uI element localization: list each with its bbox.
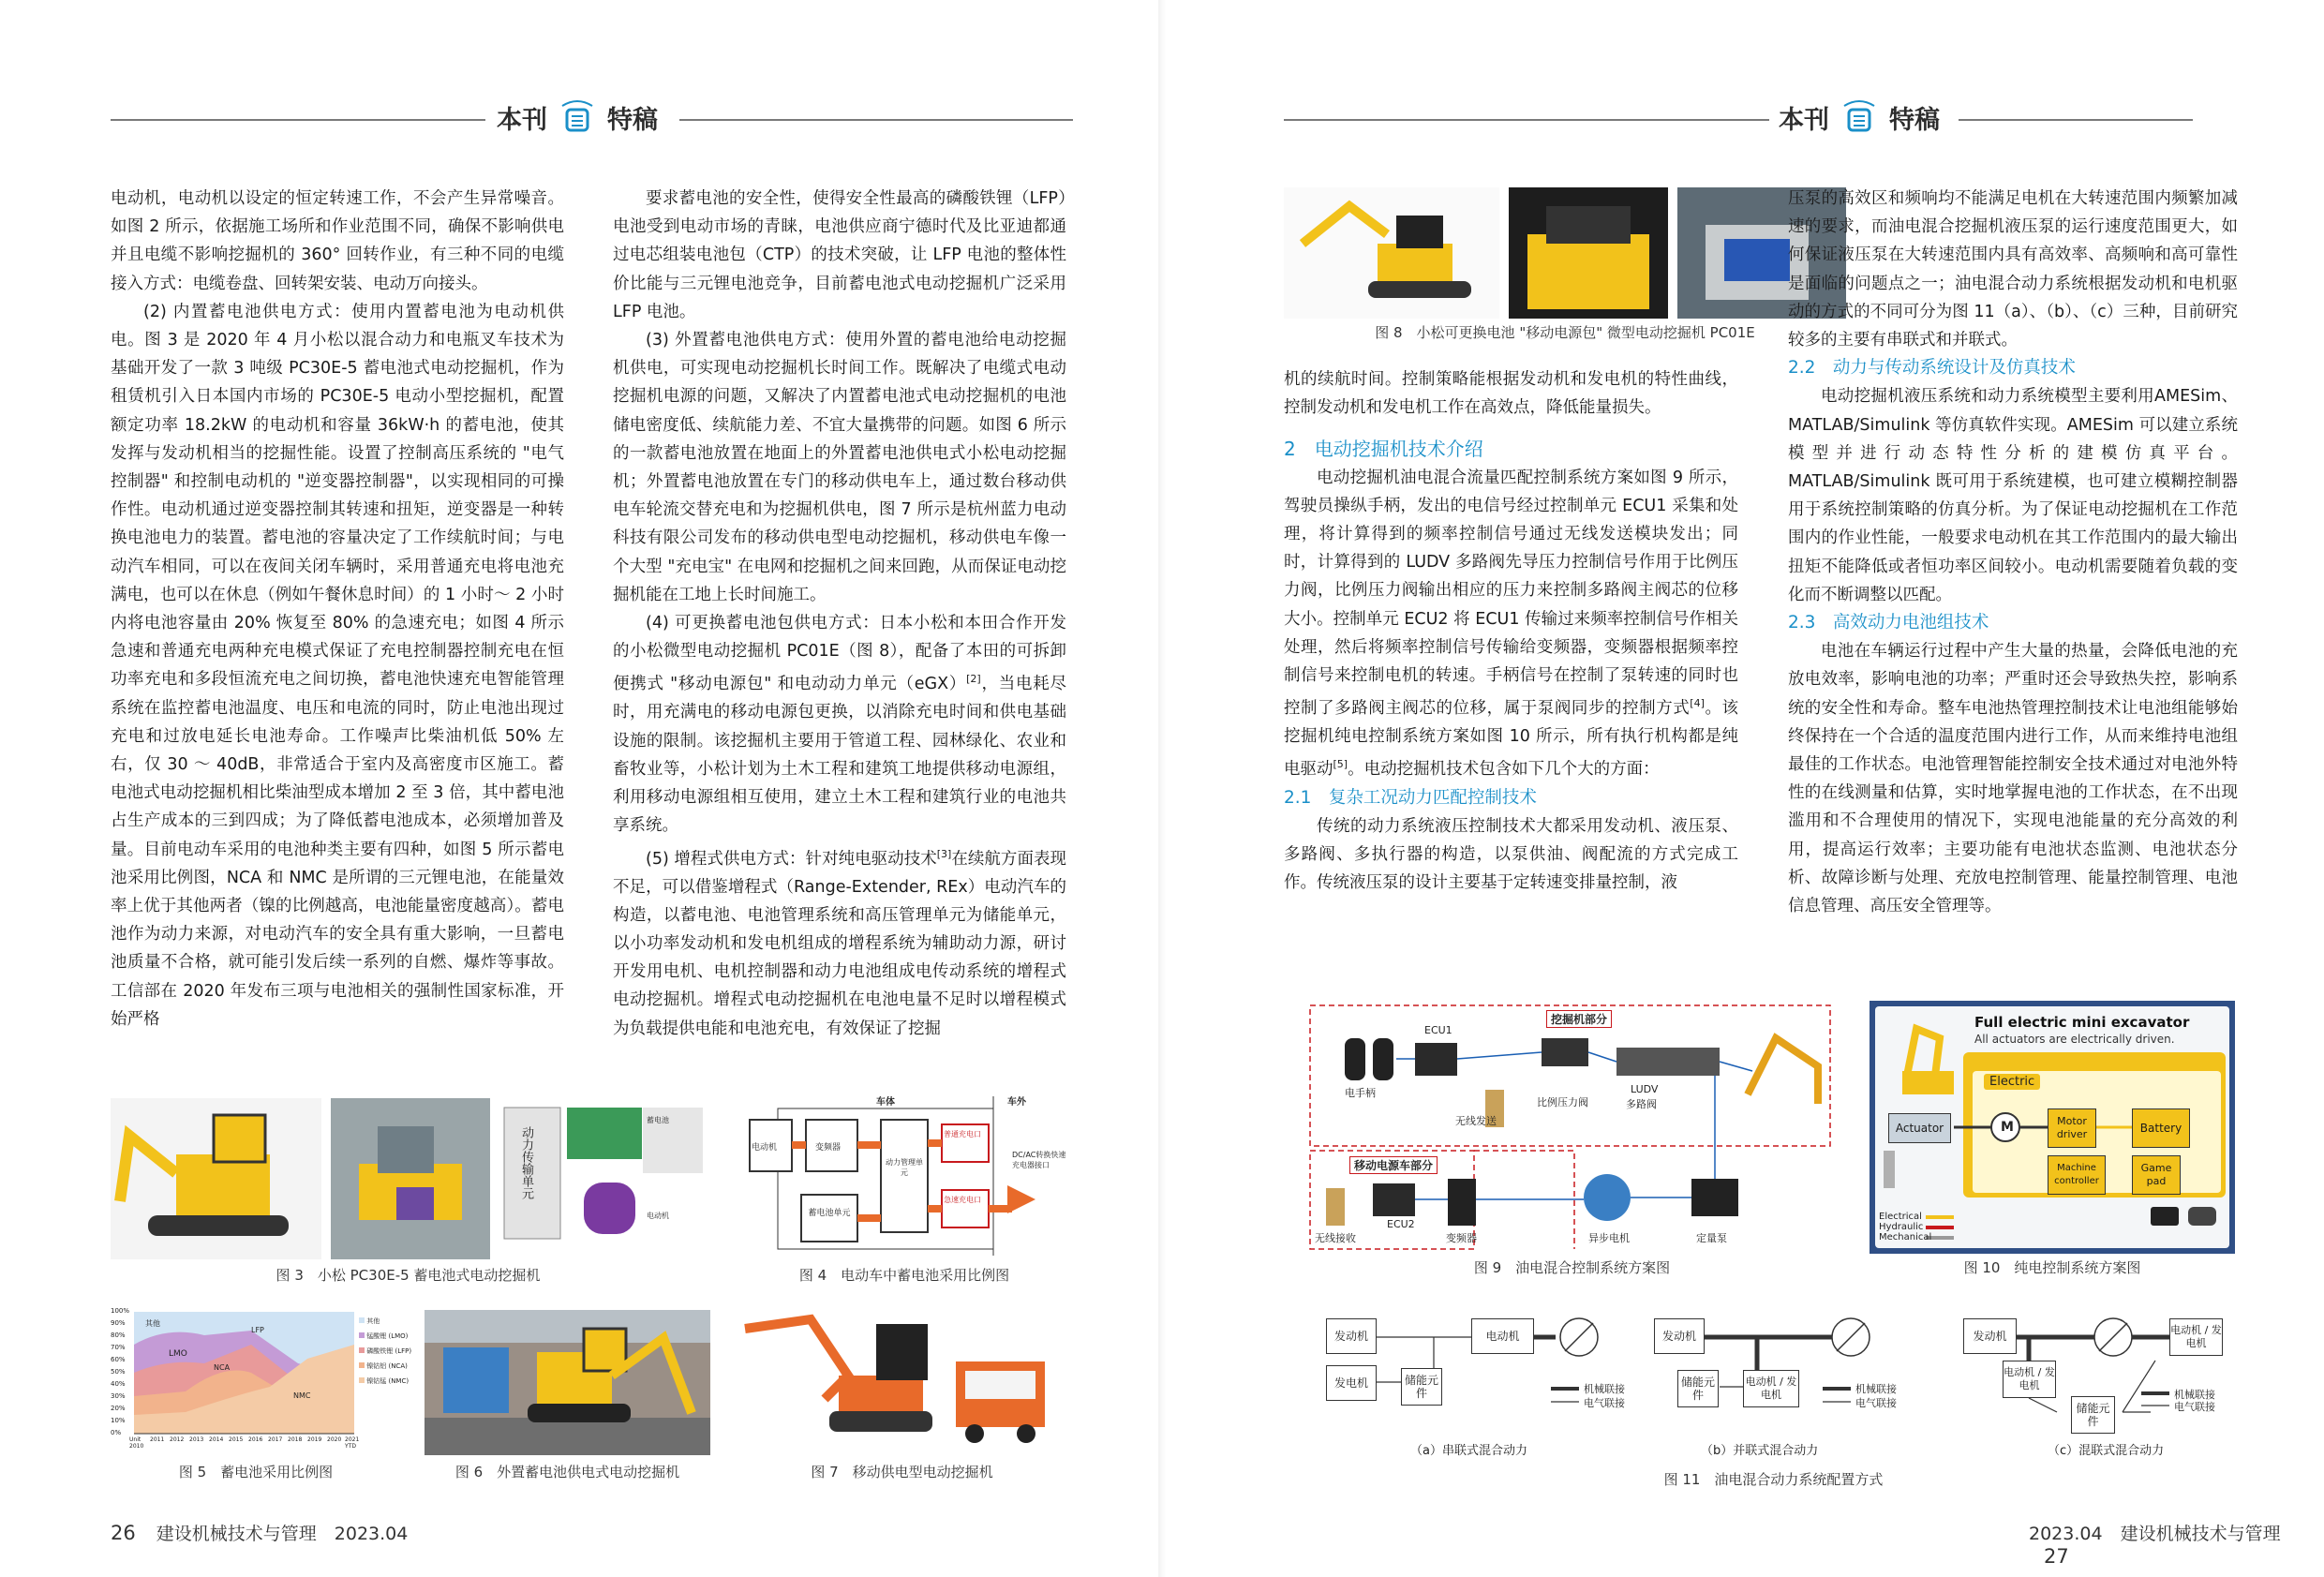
right-page (1162, 0, 2324, 1577)
fig3-label-a: 蓄电池 (647, 1116, 669, 1124)
paragraph: (2) 内置蓄电池供电方式：使用内置蓄电池为电动机供电。图 3 是 2020 年 4 月小松以混合动力和电瓶叉车技术为基础开发了一款 3 吨级 PC30E-5 蓄电池式电动挖掘机，作为租赁机引入日本国内市场的 PC30E-5 电动小型挖掘机，配置额定功率 18.2kW 的电动机和容量 36kW·h 的蓄电池，使其发挥与发动机相当的挖掘性能。设置了控制高压系统的 "电气控制器" 和控制电动机的 "逆变器控制器"，以实现相同的可操作性。电动机通过逆变器控制其转速和扭矩，逆变器是一种转换电池电力的装置。蓄电池的容量决定了工作续航时间；与电动汽车相同，可以在夜间关闭车辆时，采用普通充电将电池充满电，也可以在休息（例如午餐休息时间）的 1 小时～ 2 小时内将电池容量由 20% 恢复至 80% 的急速充电；如图 4 所示急速和普通充电两种充电模式保证了充电控制器控制充电在恒功率充电和多段恒流充电之间切换，蓄电池快速充电智能管理系统在监控蓄电池温度、电压和电流的同时，防止电池出现过充电和过放电延长电池寿命。工作噪声比柴油机低 50% 左右，仅 30 ～ 40dB，非常适合于室内及高密度市区施工。蓄电池式电动挖掘机相比柴油型成本增加 2 至 3 倍，其中蓄电池占生产成本的三到四成；为了降低蓄电池成本，必须增加普及量。目前电动车采用的电池种类主要有四种，如图 5 所示蓄电池采用比例图，NCA 和 NMC 是所谓的三元锂电池，在能量效率上优于其他两者（镍的比例越高，电池能量密度越高）。蓄电池作为动力来源，对电动汽车的安全具有重大影响，一旦蓄电池质量不合格，就可能引发后续一系列的自燃、爆炸等事故。工信部在 2020 年发布三项与电池相关的强制性国家标准，开始严格 (111, 302, 564, 1029)
header-rule-right (679, 119, 1073, 121)
x-tick: Unit 2010 (129, 1436, 144, 1450)
y-tick: 80% (111, 1332, 126, 1339)
fig10-m: M (2001, 1120, 2014, 1135)
header-rule-left (1284, 119, 1769, 121)
fig11a-gen: 发电机 (1326, 1365, 1377, 1401)
x-tick: 2015 (229, 1436, 244, 1443)
fig11a-mech: 机械联接 (1584, 1383, 1625, 1395)
fig10-subtitle: All actuators are electrically driven. (1974, 1033, 2175, 1046)
fig11c-caption: （c）混联式混合动力 (2048, 1444, 2165, 1458)
fig3-excavator-photos (111, 1098, 706, 1259)
x-tick: 2018 (288, 1436, 303, 1443)
paragraph: 要求蓄电池的安全性，使得安全性最高的磷酸铁锂（LFP）电池受到电动市场的青睐，电池供应商宁德时代及比亚迪都通过电芯组装电池包（CTP）的技术突破，让 LFP 电池的整体性价比能与三元锂电池竞争，目前蓄电池式电动挖掘机广泛采用 LFP 电池。 (613, 189, 1066, 321)
paragraph: (4) 可更换蓄电池包供电方式：日本小松和本田合作开发的小松微型电动挖掘机 PC01E（图 8），配备了本田的可拆卸便携式 "移动电源包" 和电动动力单元（eGX）[2]，当电耗尽时，用充满电的移动电源包更换，以消除充电时间和供电基础设施的限制。该挖掘机主要用于管道工程、园林绿化、农业和畜牧业等，小松计划为土木工程和建筑工地提供移动电源组，利用移动电源组相互使用，建立土木工程和建筑行业的电池共享系统。 (613, 614, 1067, 836)
y-tick: 100% (111, 1307, 130, 1315)
fig11b-elec: 电气联接 (1855, 1397, 1897, 1409)
fig9-power-part: 移动电源车部分 (1349, 1156, 1438, 1174)
fig4-normal-port: 普通充电口 (944, 1130, 981, 1138)
left-column-1 (111, 185, 564, 1034)
y-tick: 20% (111, 1405, 126, 1412)
fig9-wifi-send: 无线发送 (1455, 1115, 1497, 1127)
journal-issue: 建设机械技术与管理 2023.04 (156, 1524, 409, 1544)
page-number: 26 (111, 1522, 136, 1544)
x-tick: 2012 (170, 1436, 185, 1443)
paragraph: 电动挖掘机油电混合流量匹配控制系统方案如图 9 所示，驾驶员操纵手柄，发出的电信号经过控制单元 ECU1 采集和处理，将计算得到的频率控制信号通过无线发送模块发出；同时，计算得到的 LUDV 多路阀先导压力控制信号作用于比例压力阀，比例压力阀输出相应的压力来控制多路阀主阀芯的位移大小。控制单元 ECU2 将 ECU1 传输过来频率控制信号作相关处理，然后将频率控制信号传输给变频器，变频器根据频率控制信号来控制电机的转速。手柄信号在控制了泵转速的同时也控制了多路阀主阀芯的位移，属于泵阀同步的控制方式[4]。该挖掘机纯电控制系统方案如图 10 所示，所有执行机构都是纯电驱动[5]。电动挖掘机技术包含如下几个大的方面： (1284, 468, 1738, 780)
figure-9 (1307, 1001, 1837, 1254)
figure-11-caption: 图 11 油电混合动力系统配置方式 (1663, 1471, 1884, 1488)
figure-3-caption: 图 3 小松 PC30E-5 蓄电池式电动挖掘机 (276, 1267, 541, 1284)
section-heading: 2 电动挖掘机技术介绍 (1284, 438, 1483, 461)
fig11c-storage: 储能元件 (2071, 1396, 2115, 1434)
x-tick: 2021 YTD (345, 1436, 360, 1450)
paragraph: 电动挖掘机液压系统和动力系统模型主要利用AMESim、MATLAB/Simulink 等仿真软件实现。AMESim 可以建立系统模型并进行动态特性分析的建模仿真平台。MATLAB/Simulink 既可用于系统建模，也可建立模糊控制器用于系统控制策略的仿真分析。为了保证电动挖掘机在工作范围内的作业性能，一般要求电动机在其工作范围内的最大输出扭矩不能降低或者恒功率区间较小。电动机需要随着负载的变化而不断调整以匹配。 (1788, 387, 2238, 604)
figure-3 (111, 1098, 706, 1259)
subsection-heading: 2.3 高效动力电池组技术 (1788, 613, 1989, 633)
header-brand (497, 98, 658, 136)
figure-4-caption: 图 4 电动车中蓄电池采用比例图 (798, 1267, 1010, 1284)
fig5-area-nmc: NMC (293, 1391, 311, 1400)
figure-6 (425, 1310, 710, 1455)
figure-10-caption: 图 10 纯电控制系统方案图 (1963, 1259, 2141, 1276)
fig9-ludv: LUDV (1631, 1083, 1659, 1095)
fig11a-caption: （a）串联式混合动力 (1410, 1444, 1527, 1458)
fig11a-elec: 电气联接 (1584, 1397, 1625, 1409)
paragraph: (5) 增程式供电方式：针对纯电驱动技术[3]在续航方面表现不足，可以借鉴增程式（Range-Extender, REx）电动汽车的构造，以蓄电池、电池管理系统和高压管理单元为储能单元，以小功率发动机和发电机组成的增程系统为辅助动力源，研讨开发用电机、电机控制器和动力电池组成电传动系统的增程式电动挖掘机。增程式电动挖掘机在电池电量不足时以增程模式为负载提供电能和电池充电，有效保证了挖掘 (613, 847, 1067, 1038)
fig9-ecu2: ECU2 (1387, 1218, 1415, 1230)
fig11a-motor: 电动机 (1471, 1318, 1534, 1354)
fig9-motor: 异步电机 (1588, 1232, 1630, 1244)
y-tick: 50% (111, 1368, 126, 1376)
right-column-2 (1788, 185, 2238, 920)
journal-issue: 2023.04 建设机械技术与管理 (2029, 1524, 2281, 1544)
fig5-x-ticks (129, 1436, 359, 1455)
citation: [5] (1333, 758, 1348, 771)
book-icon (1840, 100, 1878, 134)
fig3-label-unit: 动力传输单元 (519, 1126, 533, 1199)
legend-item: 其他 (359, 1317, 380, 1326)
fig10-legend-electrical: Electrical (1879, 1212, 1922, 1222)
citation: [2] (966, 673, 981, 686)
legend-item: 镍钴锰 (NMC) (359, 1376, 409, 1386)
figure-9-caption: 图 9 油电混合控制系统方案图 (1473, 1259, 1671, 1276)
fig11c-motor-gen-1: 电动机 / 发电机 (2169, 1318, 2223, 1356)
figure-11 (1307, 1304, 2240, 1468)
x-tick: 2011 (150, 1436, 165, 1443)
header-brand (1779, 98, 1940, 136)
right-column-1 (1284, 365, 1738, 897)
legend-item: 锰酸锂 (LMO) (359, 1332, 408, 1341)
fig11a-storage: 储能元件 (1401, 1368, 1442, 1406)
x-tick: 2016 (248, 1436, 263, 1443)
header-rule-right (1959, 119, 2193, 121)
figure-6-caption: 图 6 外置蓄电池供电式电动挖掘机 (454, 1464, 680, 1480)
figure-5-caption: 图 5 蓄电池采用比例图 (178, 1464, 334, 1480)
fig9-handle: 电手柄 (1345, 1087, 1376, 1099)
y-tick: 60% (111, 1356, 126, 1363)
fig11b-engine: 发动机 (1654, 1318, 1705, 1354)
footer-right (2029, 1520, 2324, 1568)
header-rule-left (111, 119, 485, 121)
legend-item: 镍钴铝 (NCA) (359, 1361, 408, 1371)
fig4-inverter: 变频器 (815, 1143, 842, 1153)
fig4-dc: DC/AC转换快速充电器接口 (1012, 1151, 1066, 1169)
x-tick: 2020 (327, 1436, 342, 1443)
citation: [4] (1690, 697, 1705, 710)
fig3-label-b: 电动机 (647, 1212, 669, 1220)
fig5-area-other: 其他 (145, 1319, 160, 1328)
paragraph: 机的续航时间。控制策略能根据发动机和发电机的特性曲线，控制发动机和发电机工作在高效点，降低能量损失。 (1284, 370, 1738, 418)
fig4-fast-port: 急速充电口 (944, 1196, 981, 1204)
fig9-multi: 多路阀 (1626, 1098, 1657, 1110)
fig5-area-lmo: LMO (169, 1349, 187, 1359)
fig11c-elec: 电气联接 (2174, 1401, 2215, 1413)
fig11b-caption: （b）并联式混合动力 (1701, 1444, 1819, 1458)
subsection-heading: 2.1 复杂工况动力匹配控制技术 (1284, 787, 1537, 808)
x-tick: 2019 (307, 1436, 322, 1443)
fig10-battery: Battery (2132, 1108, 2190, 1148)
brand-right: 特稿 (1889, 105, 1940, 135)
fig11b-motor-gen: 电动机 / 发电机 (1743, 1370, 1799, 1407)
paragraph: (3) 外置蓄电池供电方式：使用外置的蓄电池给电动挖掘机供电，可实现电动挖掘机长时间工作。既解决了电缆式电动挖掘机电源的问题，又解决了内置蓄电池式电动挖掘机的电池储电密度低、续航能力差、不宜大量携带的问题。如图 6 所示的一款蓄电池放置在地面上的外置蓄电池供电式小松电动挖掘机；外置蓄电池放置在专门的移动供电车上，通过数台移动供电车轮流交替充电和为挖掘机供电，图 7 所示是杭州蓝力电动科技有限公司发布的移动供电型电动挖掘机，移动供电车像一个大型 "充电宝" 在电网和挖掘机之间来回跑，从而保证电动挖掘机能在工地上长时间施工。 (613, 331, 1066, 604)
paragraph: 电动机，电动机以设定的恒定转速工作，不会产生异常噪音。如图 2 所示，依据施工场所和作业范围不同，确保不影响供电并且电缆不影响挖掘机的 360° 回转作业，有三种不同的电缆接入方式：电缆卷盘、回转架安装、电动万向接头。 (111, 189, 564, 293)
figure-8-caption: 图 8 小松可更换电池 "移动电源包" 微型电动挖掘机 PC01E (1375, 324, 1755, 341)
fig11c-motor-gen-2: 电动机 / 发电机 (2003, 1361, 2056, 1398)
citation: [3] (936, 847, 952, 860)
x-tick: 2017 (268, 1436, 283, 1443)
fig9-vfd: 变频器 (1446, 1232, 1477, 1244)
fig10-machine-controller: Machine controller (2048, 1155, 2106, 1195)
paragraph: 压泵的高效区和频响均不能满足电机在大转速范围内频繁加减速的要求，而油电混合挖掘机液压泵的运行速度范围更大，如何保证液压泵在大转速范围内具有高效率、高频响和高可靠性是面临的问题点之一；油电混合动力系统根据发动机和电机驱动的方式的不同可分为图 11（a）、（b）、（c）三种，目前研究较多的主要有串联式和并联式。 (1788, 189, 2238, 350)
fig4-battery: 蓄电池单元 (808, 1209, 851, 1218)
fig11c-mech: 机械联接 (2174, 1389, 2215, 1401)
paragraph: 电池在车辆运行过程中产生大量的热量，会降低电池的充放电效率，影响电池的功率；严重时还会导致热失控，影响系统的安全性和寿命。整车电池热管理控制技术让电池组能够始终保持在一个合适的温度范围内进行工作，从而来维持电池组最佳的工作状态。电池管理智能控制安全技术通过对电池外特性的在线测量和估算，实时地掌握电池的工作状态，在不出现滥用和不合理使用的情况下，实现电池能量的充分高效的利用，提高运行效率；主要功能有电池状态监测、电池状态分析、故障诊断与处理、充放电控制管理、能量控制管理、电池信息管理、高压安全管理等。 (1788, 642, 2238, 916)
brand-left: 本刊 (1779, 105, 1829, 135)
footer-left (111, 1520, 408, 1545)
fig9-ecu1: ECU1 (1424, 1024, 1452, 1036)
fig10-title: Full electric mini excavator (1974, 1014, 2190, 1031)
page-number: 27 (2044, 1545, 2069, 1568)
figure-7 (736, 1310, 1068, 1455)
x-tick: 2014 (209, 1436, 224, 1443)
fig11b-mech: 机械联接 (1855, 1383, 1897, 1395)
y-tick: 70% (111, 1344, 126, 1351)
fig11c-engine: 发动机 (1963, 1318, 2017, 1354)
figure-5 (111, 1307, 412, 1459)
brand-right: 特稿 (607, 105, 658, 135)
fig5-area-nca: NCA (214, 1363, 231, 1372)
fig10-electric: Electric (1984, 1074, 2040, 1090)
fig10-motor-driver: Motor driver (2048, 1108, 2096, 1148)
y-tick: 10% (111, 1417, 126, 1424)
fig11a-engine: 发动机 (1326, 1318, 1377, 1354)
x-tick: 2013 (189, 1436, 204, 1443)
fig4-motor: 电动机 (752, 1143, 778, 1153)
y-tick: 90% (111, 1319, 126, 1327)
fig10-legend-hydraulic: Hydraulic (1879, 1222, 1924, 1232)
brand-left: 本刊 (497, 105, 547, 135)
figure-7-caption: 图 7 移动供电型电动挖掘机 (811, 1464, 993, 1480)
paragraph: 传统的动力系统液压控制技术大都采用发动机、液压泵、多路阀、多执行器的构造，以泵供油、阀配流的方式完成工作。传统液压泵的设计主要基于定转速变排量控制，液 (1284, 816, 1738, 893)
figure-8 (1284, 187, 1846, 319)
fig4-label-outside: 车外 (1007, 1097, 1026, 1108)
fig9-prop-valve: 比例压力阀 (1537, 1096, 1588, 1108)
figure-10 (1870, 1001, 2235, 1254)
book-icon (559, 100, 596, 134)
fig11b-storage: 储能元件 (1677, 1370, 1719, 1407)
subsection-heading: 2.2 动力与传动系统设计及仿真技术 (1788, 358, 2076, 379)
fig4-ctrl: 动力管理单元 (886, 1158, 923, 1177)
fig10-actuator: Actuator (1888, 1113, 1951, 1143)
fig5-area-lfp: LFP (251, 1326, 264, 1334)
fig9-pump: 定量泵 (1696, 1232, 1727, 1244)
y-tick: 40% (111, 1380, 126, 1388)
legend-item: 磷酸铁锂 (LFP) (359, 1346, 411, 1356)
y-tick: 0% (111, 1429, 122, 1436)
fig4-label-body: 车体 (876, 1097, 895, 1108)
figure-4 (740, 1092, 1068, 1260)
fig9-excavator-part: 挖掘机部分 (1546, 1010, 1612, 1028)
fig10-game-pad: Game pad (2132, 1155, 2181, 1195)
left-column-2 (613, 185, 1066, 1043)
y-tick: 30% (111, 1392, 126, 1400)
fig10-legend-mechanical: Mechanical (1879, 1232, 1932, 1242)
fig9-wifi-recv: 无线接收 (1315, 1232, 1356, 1244)
